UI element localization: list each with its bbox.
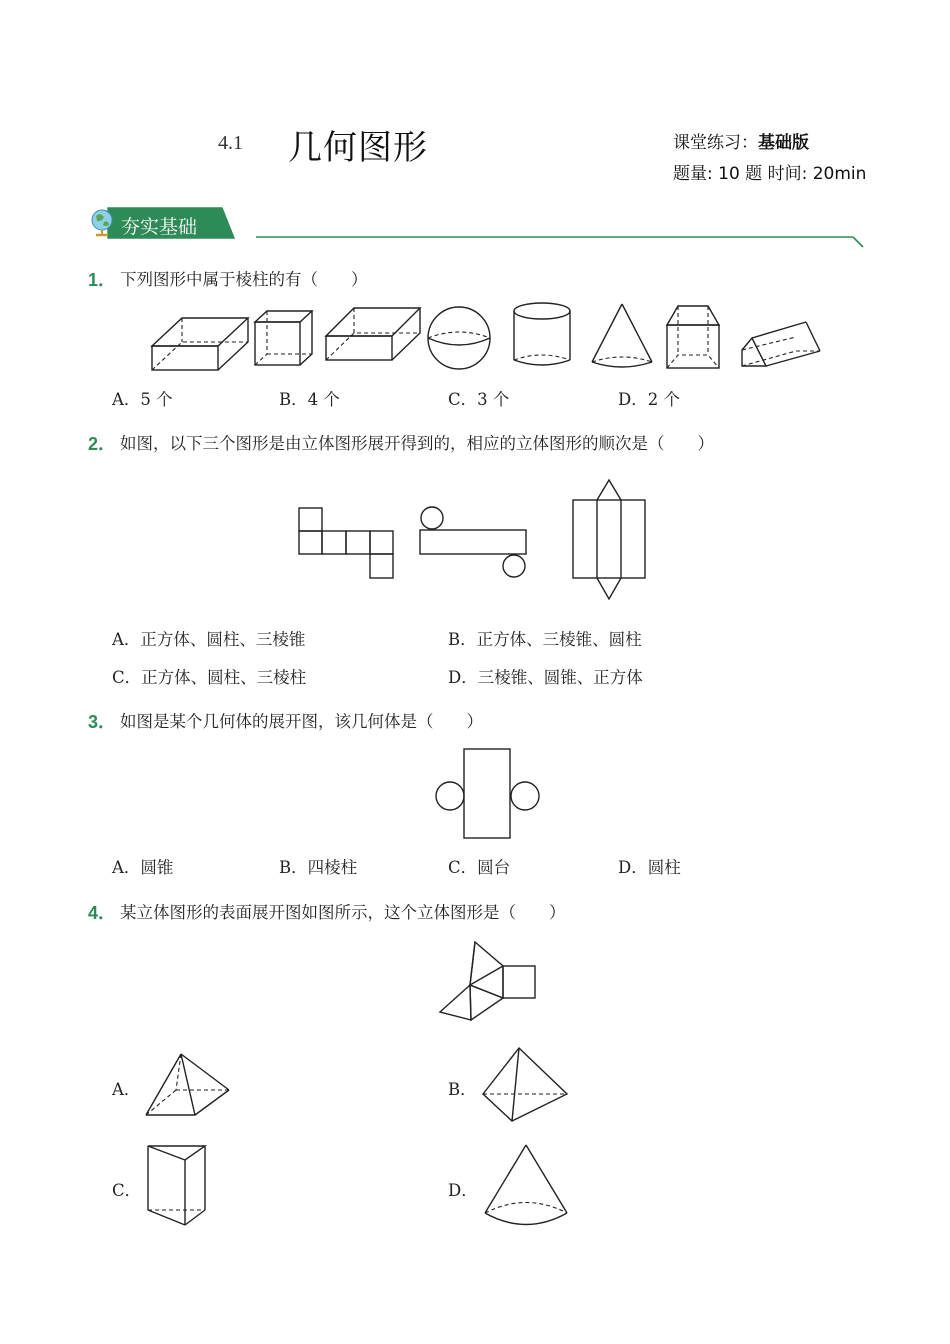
banner-label: 夯实基础 [121, 216, 198, 238]
option-b-tetrahedron [483, 1048, 567, 1121]
question-1-option-c[interactable]: C．3 个 [448, 390, 510, 409]
page-title: 几何图形 [288, 128, 428, 168]
question-1-option-d[interactable]: D．2 个 [618, 390, 680, 409]
option-c-prism [148, 1146, 205, 1225]
question-4-option-b[interactable]: B． [448, 1080, 477, 1099]
question-3-text: 如图是某个几何体的展开图，该几何体是（ ） [120, 712, 483, 731]
question-3-option-c[interactable]: C．圆台 [448, 858, 511, 877]
question-2-text: 如图，以下三个图形是由立体图形展开得到的，相应的立体图形的顺次是（ ） [120, 434, 714, 453]
count-info: 题量: 10 题 时间: 20min [673, 164, 867, 184]
practice-label: 课堂练习： [673, 133, 758, 153]
question-3-option-d[interactable]: D．圆柱 [618, 858, 681, 877]
question-3-option-b[interactable]: B．四棱柱 [279, 858, 358, 877]
question-1-number: 1． [88, 270, 117, 290]
question-4-number: 4． [88, 903, 117, 923]
question-2-number: 2． [88, 434, 117, 454]
option-a-pyramid [146, 1054, 229, 1115]
question-2-option-d[interactable]: D．三棱锥、圆锥、正方体 [448, 668, 643, 687]
question-3-option-a[interactable]: A．圆锥 [112, 858, 174, 877]
question-4-option-c[interactable]: C． [112, 1181, 142, 1200]
question-4-text: 某立体图形的表面展开图如图所示，这个立体图形是（ ） [120, 903, 566, 922]
question-1-text: 下列图形中属于棱柱的有（ ） [120, 270, 368, 289]
question-4-option-a[interactable]: A． [112, 1080, 141, 1099]
question-1-option-b[interactable]: B．4 个 [279, 390, 340, 409]
question-1-option-a[interactable]: A．5 个 [112, 390, 173, 409]
question-3-number: 3． [88, 712, 117, 732]
practice-level: 基础版 [758, 133, 809, 153]
option-d-cone [485, 1145, 567, 1225]
question-2-option-a[interactable]: A．正方体、圆柱、三棱锥 [112, 630, 306, 649]
section-number: 4.1 [218, 132, 243, 154]
question-2-option-c[interactable]: C．正方体、圆柱、三棱柱 [112, 668, 307, 687]
question-4-option-d[interactable]: D． [448, 1181, 478, 1200]
question-2-option-b[interactable]: B．正方体、三棱锥、圆柱 [448, 630, 642, 649]
